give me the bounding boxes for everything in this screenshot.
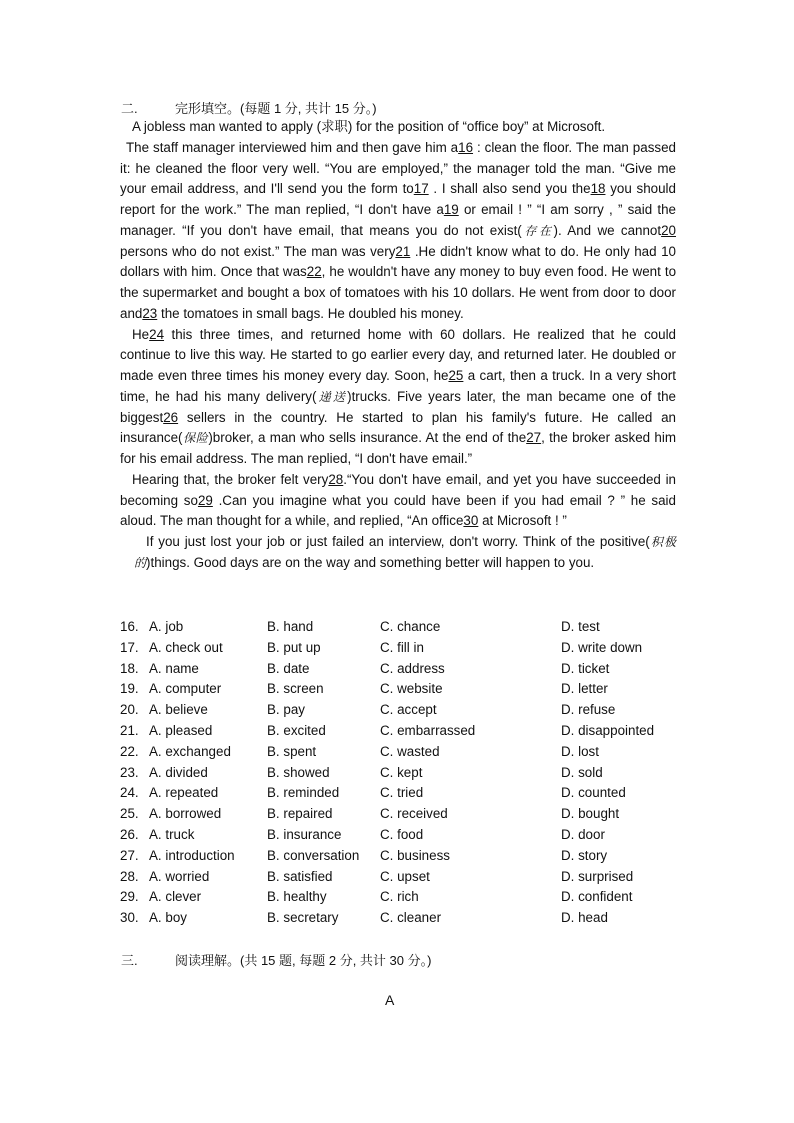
question-number: 16. <box>120 619 139 634</box>
option-d: D. lost <box>561 743 599 759</box>
question-number: 28. <box>120 868 139 884</box>
option-b: B. excited <box>267 722 326 738</box>
blank-30: 30 <box>463 513 479 529</box>
option-row <box>120 617 680 638</box>
option-b: B. conversation <box>267 847 360 863</box>
option-b: B. showed <box>267 764 330 780</box>
question-number: 17. <box>120 639 139 655</box>
blank-22: 22 <box>306 264 322 280</box>
option-row <box>120 887 680 908</box>
option-d: D. letter <box>561 681 608 697</box>
option-d: D. test <box>561 619 600 634</box>
option-c: C. received <box>380 806 448 822</box>
option-row <box>120 659 680 680</box>
blank-27: 27 <box>526 430 542 446</box>
option-a: A. believe <box>149 702 208 718</box>
option-d: D. surprised <box>561 868 634 884</box>
option-a: A. clever <box>149 889 202 905</box>
blank-16: 16 <box>458 139 474 155</box>
option-d: D. counted <box>561 785 626 801</box>
option-a: A. worried <box>149 868 210 884</box>
option-a: A. borrowed <box>149 806 222 822</box>
option-b: B. hand <box>267 619 314 634</box>
passage-paragraph-1: A jobless man wanted to apply (求职) for the position of “office boy” at Microsoft. <box>132 119 606 134</box>
question-number: 18. <box>120 660 139 676</box>
question-number: 22. <box>120 743 139 759</box>
option-c: C. upset <box>380 868 430 884</box>
option-b: B. date <box>267 660 310 676</box>
question-number: 20. <box>120 702 139 718</box>
section-3-title: 阅读理解。(共 15 题, 每题 2 分, 共计 30 分。) <box>175 953 432 968</box>
blank-18: 18 <box>590 181 606 197</box>
section-2-heading <box>121 98 377 117</box>
gloss-positive: 积极的 <box>134 535 676 570</box>
option-c: C. accept <box>380 702 437 718</box>
option-a: A. exchanged <box>149 743 231 759</box>
option-b: B. satisfied <box>267 868 333 884</box>
blank-17: 17 <box>413 181 429 197</box>
option-c: C. wasted <box>380 743 440 759</box>
option-b: B. reminded <box>267 785 340 801</box>
option-a: A. pleased <box>149 722 213 738</box>
option-row <box>120 679 680 700</box>
section-3-number: 三. <box>121 953 138 968</box>
gloss-delivery: 递送 <box>316 389 348 404</box>
question-number: 19. <box>120 681 139 697</box>
option-c: C. business <box>380 847 450 863</box>
option-d: D. refuse <box>561 702 616 718</box>
question-number: 25. <box>120 806 139 822</box>
option-b: B. spent <box>267 743 317 759</box>
option-c: C. cleaner <box>380 910 442 926</box>
option-d: D. story <box>561 847 608 863</box>
option-row <box>120 825 680 846</box>
option-a: A. repeated <box>149 785 219 801</box>
option-d: D. write down <box>561 639 643 655</box>
question-number: 23. <box>120 764 139 780</box>
option-a: A. introduction <box>149 847 235 863</box>
option-c: C. food <box>380 826 424 842</box>
option-c: C. chance <box>380 619 441 634</box>
blank-24: 24 <box>149 326 165 342</box>
question-number: 30. <box>120 910 139 926</box>
option-c: C. tried <box>380 785 424 801</box>
option-d: D. bought <box>561 806 620 822</box>
blank-29: 29 <box>197 492 213 508</box>
option-b: B. healthy <box>267 889 327 905</box>
option-c: C. address <box>380 660 445 676</box>
option-b: B. repaired <box>267 806 333 822</box>
blank-23: 23 <box>142 305 158 321</box>
passage-paragraph-3: He24 this three times, and returned home with 60 dollars. He realized that he could continue to live this way. He started to go earlier every day, and returned later. He doubled or made even three times his money every day. Soon, he25 a cart, then a truck. In a very short time, he had his many delivery(递送)trucks. Five years later, the man became one of the biggest26 sellers in the country. He started to plan his family's future. He called an insurance(保险)broker, a man who sells insurance. At the end of the27, the broker asked him for his email address. The man replied, “I don't have email.” <box>120 326 676 466</box>
option-d: D. head <box>561 910 608 926</box>
section-3-part-label: A <box>385 992 395 1008</box>
option-b: B. put up <box>267 639 321 655</box>
answer-options <box>120 617 680 929</box>
option-b: B. pay <box>267 702 305 718</box>
question-number: 21. <box>120 722 139 738</box>
option-a: A. divided <box>149 764 208 780</box>
option-row <box>120 700 680 721</box>
gloss-exist: 存在 <box>521 223 554 238</box>
option-d: D. ticket <box>561 660 610 676</box>
passage-paragraph-4: Hearing that, the broker felt very28.“You don't have email, and yet you have succeeded in becoming so29 .Can you imagine what you could have been if you had email ? ” he said aloud. The man thought for a while, and replied, “An office30 at Microsoft ! ” <box>120 471 676 529</box>
option-d: D. confident <box>561 889 633 905</box>
blank-26: 26 <box>163 409 179 425</box>
question-number: 27. <box>120 847 139 863</box>
cloze-passage <box>120 117 676 574</box>
option-c: C. fill in <box>380 639 424 655</box>
option-a: A. check out <box>149 639 223 655</box>
blank-20: 20 <box>661 222 676 238</box>
section-2-title: 完形填空。(每题 1 分, 共计 15 分。) <box>175 101 377 116</box>
option-a: A. computer <box>149 681 222 697</box>
option-row <box>120 742 680 763</box>
option-d: D. disappointed <box>561 722 655 738</box>
option-c: C. embarrassed <box>380 722 476 738</box>
option-b: B. screen <box>267 681 324 697</box>
option-b: B. insurance <box>267 826 342 842</box>
option-row <box>120 867 680 888</box>
option-a: A. name <box>149 660 199 676</box>
option-d: D. door <box>561 826 605 842</box>
option-row <box>120 638 680 659</box>
option-c: C. rich <box>380 889 419 905</box>
option-row <box>120 783 680 804</box>
question-number: 29. <box>120 889 139 905</box>
blank-25: 25 <box>448 368 464 383</box>
option-a: A. job <box>149 619 184 634</box>
option-row <box>120 804 680 825</box>
blank-21: 21 <box>395 243 411 259</box>
option-row <box>120 721 680 742</box>
option-a: A. truck <box>149 826 195 842</box>
option-b: B. secretary <box>267 910 339 926</box>
question-number: 26. <box>120 826 139 842</box>
option-c: C. kept <box>380 764 423 780</box>
option-row <box>120 763 680 784</box>
section-2-number: 二. <box>121 101 138 116</box>
passage-paragraph-5: If you just lost your job or just failed an interview, don't worry. Think of the positive(积极的)things. Good days are on the way and something better will happen to you. <box>134 534 676 570</box>
option-a: A. boy <box>149 910 187 926</box>
section-3-heading <box>121 950 431 969</box>
option-row <box>120 846 680 867</box>
option-row <box>120 908 680 929</box>
blank-19: 19 <box>443 202 459 217</box>
blank-28: 28 <box>328 471 344 487</box>
gloss-insurance: 保险 <box>182 431 209 446</box>
question-number: 24. <box>120 785 139 801</box>
option-c: C. website <box>380 681 443 697</box>
passage-paragraph-2: The staff manager interviewed him and then gave him a16 : clean the floor. The man passed it: he cleaned the floor very well. “You are employed,” the manager told the man. “Give me your email address, and I'll send you the form to17 . I shall also send you the18 you should report for the work.” The man replied, “I don't have a19 or email ! ” “I am sorry , ” said the manager. “If you don't have email, that means you do not exist(存在). And we cannot20 persons who do not exist.” The man was very21 .He didn't know what to do. He only had 10 dollars with him. Once that was22, he wouldn't have any money to buy even food. He went to the supermarket and bought a box of tomatoes with his 10 dollars. He went from door to door and23 the tomatoes in small bags. He doubled his money. <box>120 139 677 321</box>
option-d: D. sold <box>561 764 603 780</box>
